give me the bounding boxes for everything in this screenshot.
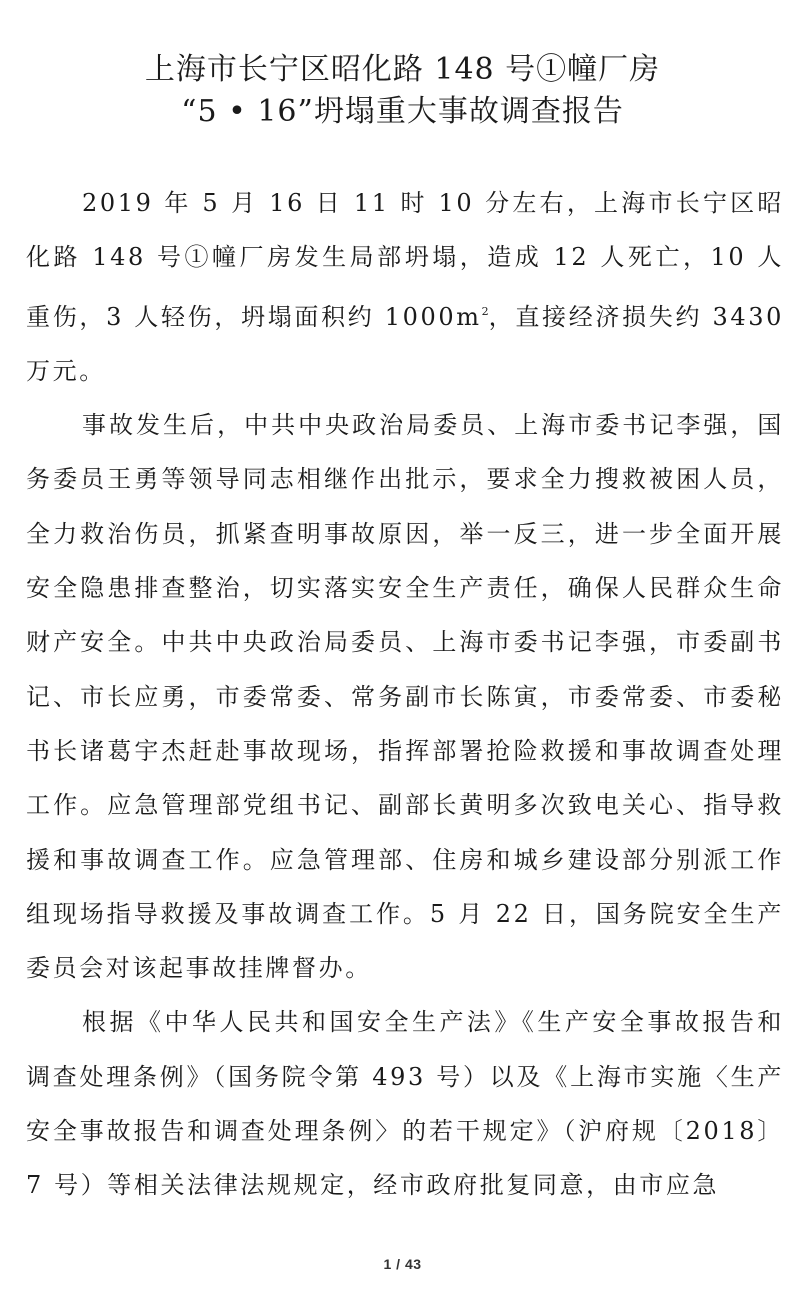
paragraph-1 <box>26 176 784 398</box>
paragraph-1-text: 2019 年 5 月 16 日 11 时 10 分左右，上海市长宁区昭化路 148 号①幢厂房发生局部坍塌，造成 12 人死亡，10 人重伤，3 人轻伤，坍塌面积约 1000m <box>26 189 784 331</box>
paragraph-3: 根据《中华人民共和国安全生产法》《生产安全事故报告和调查处理条例》（国务院令第 493 号）以及《上海市实施〈生产安全事故报告和调查处理条例〉的若干规定》（沪府规〔2018〕7 号）等相关法律法规规定，经市政府批复同意，由市应急 <box>26 1008 784 1200</box>
page-indicator: 1 / 43 <box>383 1256 422 1272</box>
document-title-line-2: “5 • 16”坍塌重大事故调查报告 <box>181 94 624 129</box>
superscript-2: 2 <box>481 304 489 318</box>
paragraph-1-text-end: ，直接经济损失约 3430 万元。 <box>26 302 784 385</box>
document-title-line-1: 上海市长宁区昭化路 148 号①幢厂房 <box>144 52 661 87</box>
document-body <box>26 176 784 1213</box>
paragraph-2: 事故发生后，中共中央政治局委员、上海市委书记李强，国务委员王勇等领导同志相继作出批示，要求全力搜救被困人员，全力救治伤员，抓紧查明事故原因，举一反三，进一步全面开展安全隐患排查整治，切实落实安全生产责任，确保人民群众生命财产安全。中共中央政治局委员、上海市委书记李强，市委副书记、市长应勇，市委常委、常务副市长陈寅，市委常委、市委秘书长诸葛宇杰赶赴事故现场，指挥部署抢险救援和事故调查处理工作。应急管理部党组书记、副部长黄明多次致电关心、指导救援和事故调查工作。应急管理部、住房和城乡建设部分别派工作组现场指导救援及事故调查工作。5 月 22 日，国务院安全生产委员会对该起事故挂牌督办。 <box>26 411 784 983</box>
